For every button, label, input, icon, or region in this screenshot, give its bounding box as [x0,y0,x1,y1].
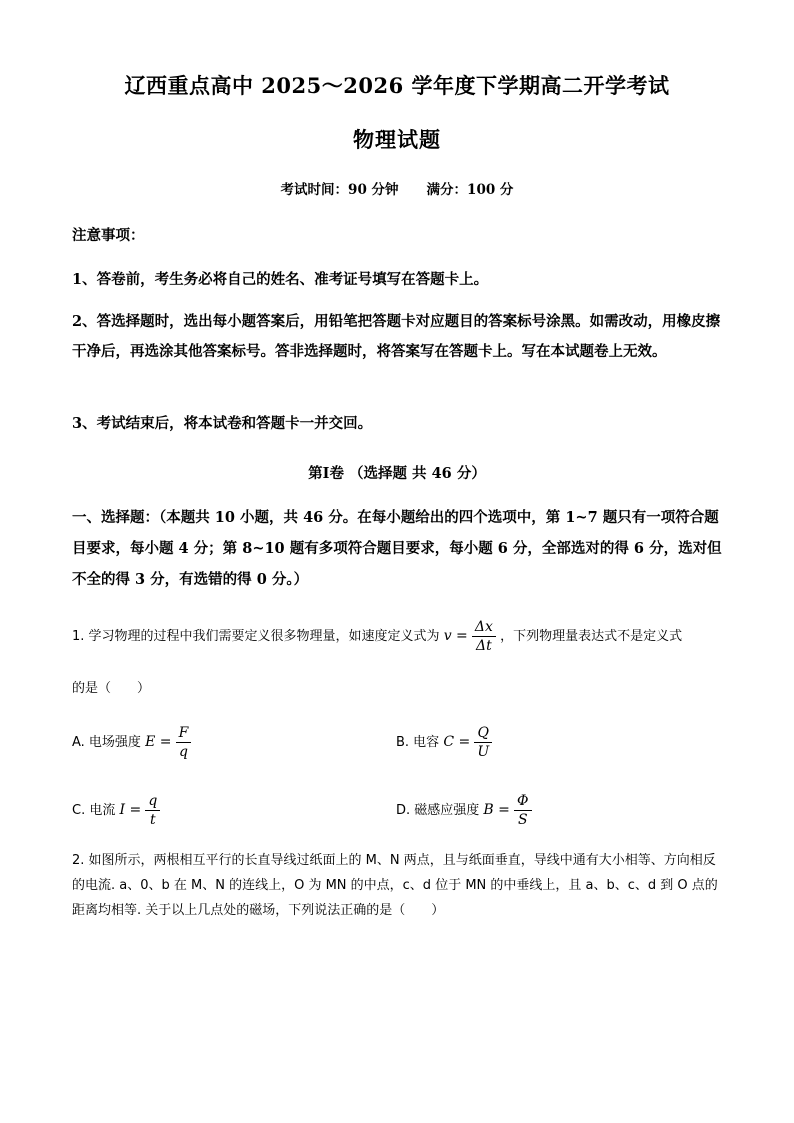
velocity-def-lhs: v = [443,628,468,644]
exam-subtitle: 物理试题 [353,127,441,152]
option-c-fraction: $\frac{q}{t}$ [145,792,160,829]
question-1-text: 1. 学习物理的过程中我们需要定义很多物理量，如速度定义式为 [72,629,440,644]
question-1-text-after: ，下列物理量表达式不是定义式 [500,629,683,644]
option-c: C. 电流 I = $\frac{q}{t}$ [72,792,160,829]
notice-item-2: 2、答选择题时，选出每小题答案后，用铅笔把答题卡对应题目的答案标号涂黑。如需改动，用橡皮擦干净后，再选涂其他答案标号。答非选择题时，将答案写在答题卡上。写在本试题卷上无效。 [72,313,721,360]
exam-time: 考试时间：90 分钟 [280,182,399,198]
option-d: D. 磁感应强度 B = $\frac{\Phi}{S}$ [396,792,532,829]
velocity-def-fraction: $\frac{\Delta x}{\Delta t}$ [472,618,496,655]
option-a-fraction: $\frac{F}{q}$ [176,724,192,761]
exam-info [0,178,794,198]
section-1-instructions: 一、选择题：（本题共 10 小题，共 46 分。在每小题给出的四个选项中，第 1~7 题只有一项符合题目要求，每小题 4 分；第 8~10 题有多项符合题目要求，每小题 6 分，全部选对的得 6 分，选对但不全的得 3 分，有选错的得 0 分。） [72,509,722,588]
option-b-fraction: $\frac{Q}{U}$ [474,724,492,761]
notice-item-3: 3、考试结束后，将本试卷和答题卡一并交回。 [72,415,373,432]
exam-title: 辽西重点高中 2025～2026 学年度下学期高二开学考试 [124,73,670,98]
question-1-stem [72,618,682,655]
question-1-stem-line-2: 的是（ ） [72,681,151,696]
question-2-stem: 2. 如图所示，两根相互平行的长直导线过纸面上的 M、N 两点，且与纸面垂直，导线中通有大小相等、方向相反的电流. a、0、b 在 M、N 的连线上，O 为 MN 的中点，c、d 位于 MN 的中垂线上，且 a、b、c、d 到 O 点的距离均相等. 关于以上几点处的磁场，下列说法正确的是（ ） [72,853,718,918]
part-1-heading: 第Ⅰ卷 （选择题 共 46 分） [308,465,486,482]
exam-full-score: 满分：100 分 [426,182,514,198]
notice-item-1: 1、答卷前，考生务必将自己的姓名、准考证号填写在答题卡上。 [72,271,489,288]
option-d-fraction: $\frac{\Phi}{S}$ [514,792,531,829]
notice-heading: 注意事项： [72,227,145,244]
option-a: A. 电场强度 E = $\frac{F}{q}$ [72,724,191,761]
option-b: B. 电容 C = $\frac{Q}{U}$ [396,724,492,761]
